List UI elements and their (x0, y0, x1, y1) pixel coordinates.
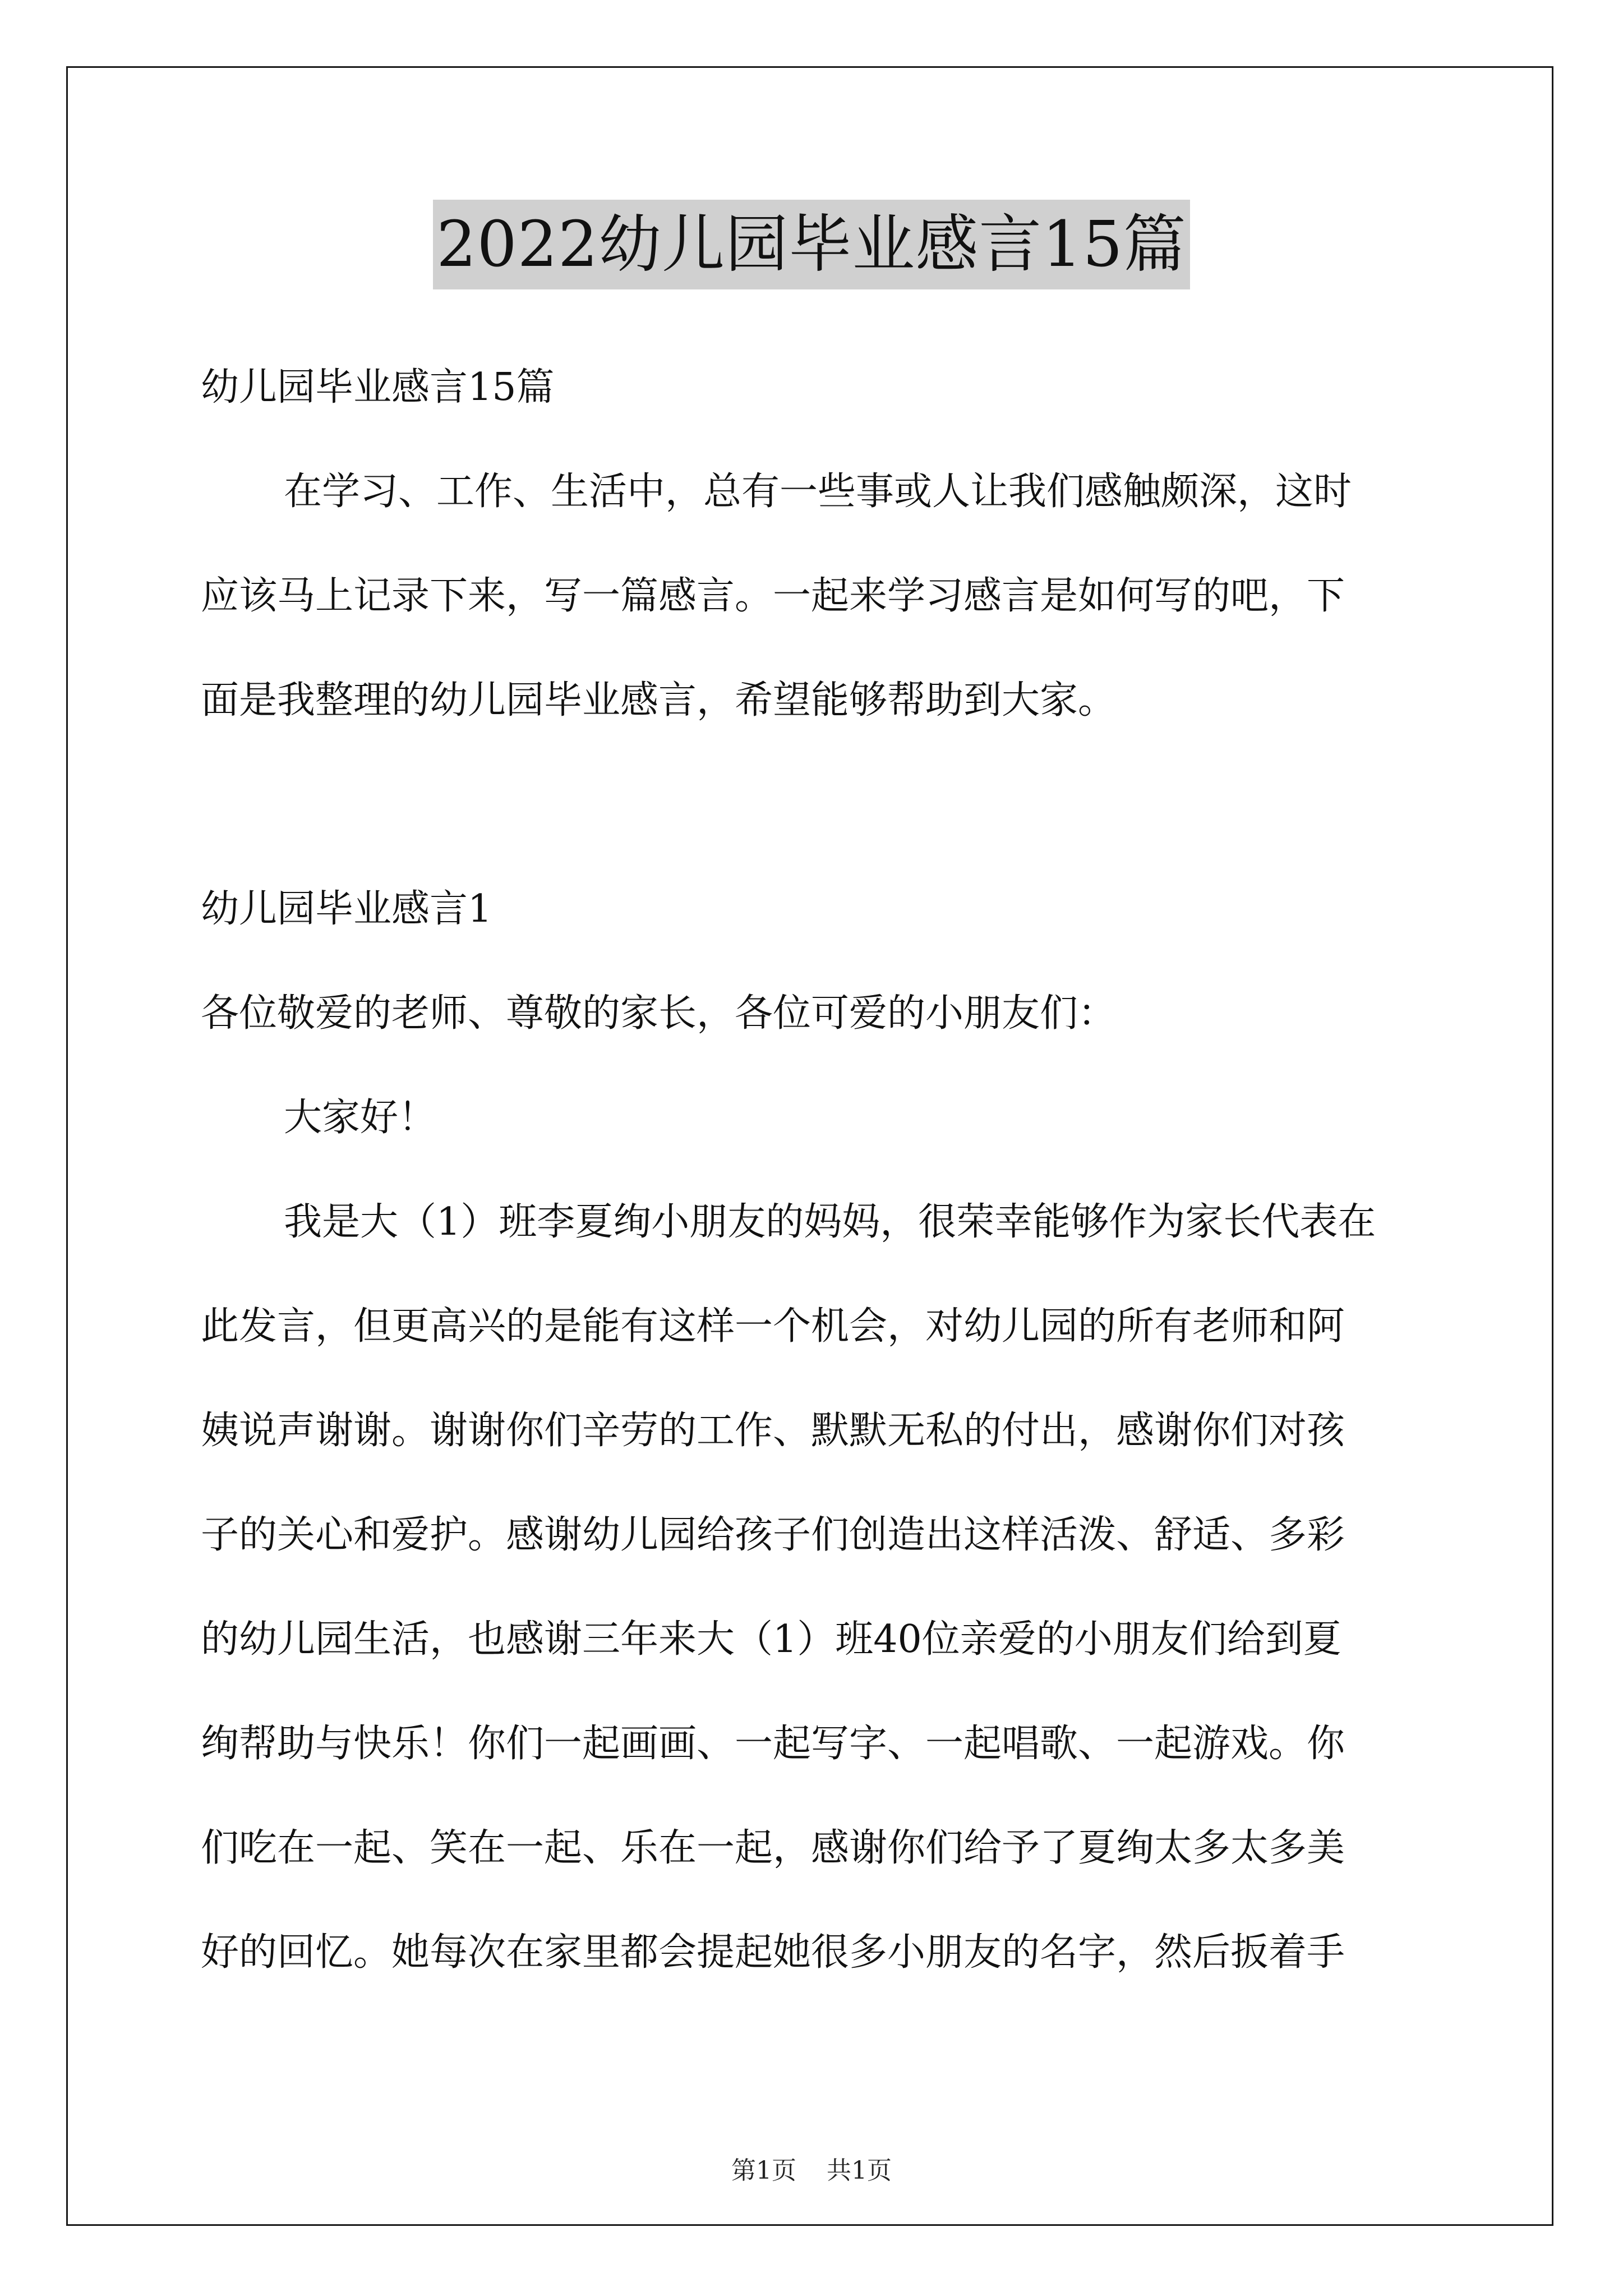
document-body (201, 335, 1426, 2005)
text-line: 好的回忆。她每次在家里都会提起她很多小朋友的名字，然后扳着手 (201, 1930, 1345, 1975)
text-line: 姨说声谢谢。谢谢你们辛劳的工作、默默无私的付出，感谢你们对孩 (201, 1409, 1345, 1453)
document-title: 2022幼儿园毕业感言15篇 (433, 200, 1190, 289)
text-line: 此发言，但更高兴的是能有这样一个机会，对幼儿园的所有老师和阿 (201, 1304, 1345, 1349)
title-container (0, 200, 1623, 289)
text-line: 面是我整理的幼儿园毕业感言，希望能够帮助到大家。 (201, 678, 1117, 723)
page-number: 第1页 (731, 2156, 796, 2185)
page-footer (0, 2154, 1623, 2188)
page-total: 共1页 (827, 2156, 892, 2185)
text-line: 大家好！ (284, 1096, 437, 1140)
text-line: 绚帮助与快乐！你们一起画画、一起写字、一起唱歌、一起游戏。你 (201, 1722, 1345, 1766)
text-line: 幼儿园毕业感言15篇 (201, 365, 555, 409)
text-line: 子的关心和爱护。感谢幼儿园给孩子们创造出这样活泼、舒适、多彩 (201, 1513, 1345, 1557)
text-line: 的幼儿园生活，也感谢三年来大（1）班40位亲爱的小朋友们给到夏 (201, 1617, 1341, 1662)
text-line: 各位敬爱的老师、尊敬的家长，各位可爱的小朋友们： (201, 991, 1117, 1036)
text-line: 幼儿园毕业感言1 (201, 887, 492, 931)
text-line: 应该马上记录下来，写一篇感言。一起来学习感言是如何写的吧，下 (201, 574, 1345, 618)
text-line: 我是大（1）班李夏绚小朋友的妈妈，很荣幸能够作为家长代表在 (284, 1200, 1376, 1244)
text-line: 在学习、工作、生活中，总有一些事或人让我们感触颇深，这时 (284, 470, 1352, 514)
text-line: 们吃在一起、笑在一起、乐在一起，感谢你们给予了夏绚太多太多美 (201, 1826, 1345, 1870)
blank-line (201, 753, 1426, 857)
